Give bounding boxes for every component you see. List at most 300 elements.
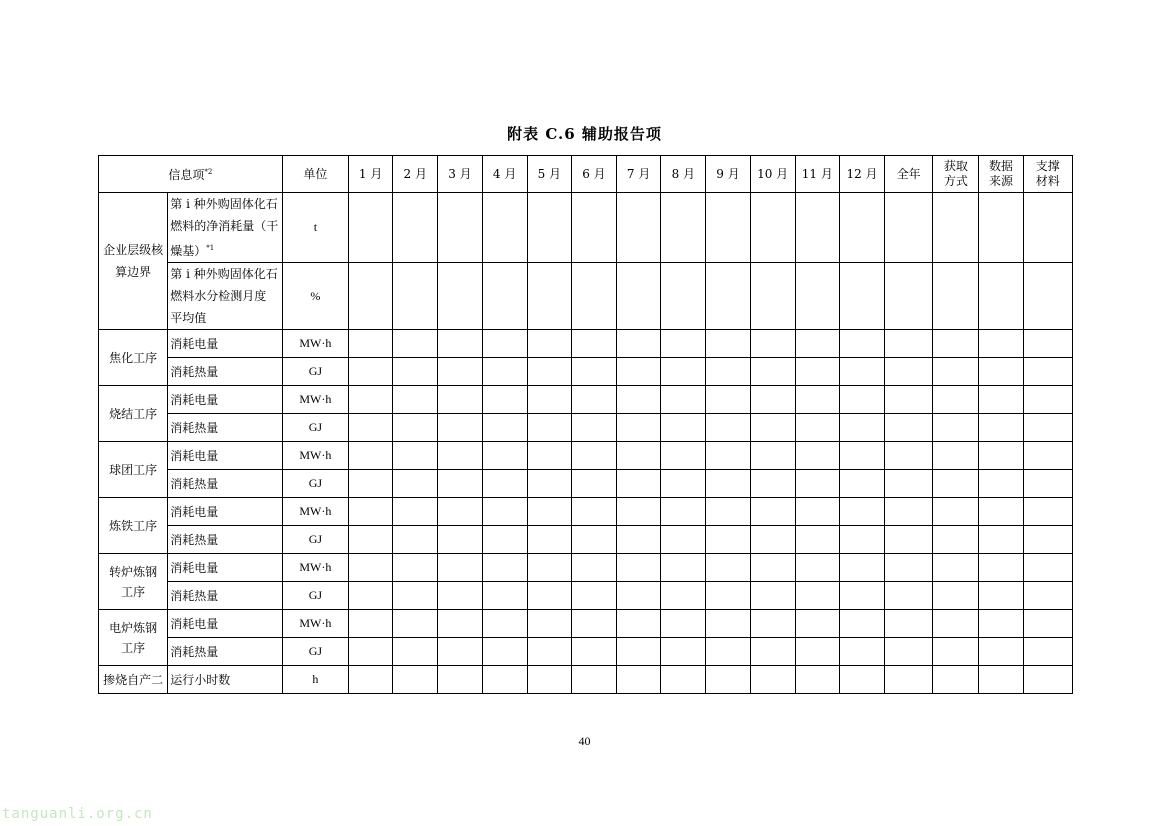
item-fuel-moisture: 第 i 种外购固体化石 燃料水分检测月度 平均值 xyxy=(168,263,282,330)
data-cell[interactable] xyxy=(617,358,661,386)
data-cell[interactable] xyxy=(527,526,571,554)
data-cell[interactable] xyxy=(933,193,979,263)
data-cell[interactable] xyxy=(617,470,661,498)
data-cell[interactable] xyxy=(933,358,979,386)
data-cell[interactable] xyxy=(979,582,1023,610)
header-month-3: 3 月 xyxy=(438,156,482,193)
data-cell[interactable] xyxy=(839,442,884,470)
data-cell[interactable] xyxy=(979,526,1023,554)
data-cell[interactable] xyxy=(527,414,571,442)
data-cell[interactable] xyxy=(661,666,706,694)
data-cell[interactable] xyxy=(661,582,706,610)
data-cell[interactable] xyxy=(795,358,839,386)
data-cell[interactable] xyxy=(1023,498,1072,526)
process-item-cell: 消耗电量 xyxy=(168,554,282,582)
data-cell[interactable] xyxy=(482,610,527,638)
data-cell[interactable] xyxy=(706,442,750,470)
data-cell[interactable] xyxy=(617,414,661,442)
data-cell[interactable] xyxy=(1023,610,1072,638)
unit-cell: GJ xyxy=(282,414,348,442)
data-cell[interactable] xyxy=(661,610,706,638)
unit-cell: GJ xyxy=(282,526,348,554)
data-cell[interactable] xyxy=(527,470,571,498)
data-cell[interactable] xyxy=(571,582,616,610)
process-item-cell: 消耗电量 xyxy=(168,386,282,414)
data-cell[interactable] xyxy=(393,582,438,610)
table-row xyxy=(99,263,1073,330)
data-cell[interactable] xyxy=(571,554,616,582)
data-cell[interactable] xyxy=(438,554,482,582)
data-cell[interactable] xyxy=(1023,358,1072,386)
data-cell[interactable] xyxy=(571,263,616,330)
data-cell[interactable] xyxy=(393,386,438,414)
data-cell[interactable] xyxy=(1023,554,1072,582)
data-cell[interactable] xyxy=(661,193,706,263)
process-group-cell: 烧结工序 xyxy=(99,386,168,442)
data-cell[interactable] xyxy=(795,263,839,330)
data-cell[interactable] xyxy=(750,610,795,638)
header-source: 数据 来源 xyxy=(979,156,1023,193)
data-cell[interactable] xyxy=(706,610,750,638)
data-cell[interactable] xyxy=(1023,414,1072,442)
data-cell[interactable] xyxy=(438,638,482,666)
data-cell[interactable] xyxy=(661,263,706,330)
table-row xyxy=(99,442,1073,470)
data-cell[interactable] xyxy=(482,638,527,666)
process-item-cell: 消耗热量 xyxy=(168,470,282,498)
data-cell[interactable] xyxy=(617,582,661,610)
table-row xyxy=(99,470,1073,498)
table-row xyxy=(99,193,1073,263)
data-cell[interactable] xyxy=(885,442,933,470)
data-cell[interactable] xyxy=(349,554,393,582)
data-cell[interactable] xyxy=(795,442,839,470)
data-cell[interactable] xyxy=(349,610,393,638)
data-cell[interactable] xyxy=(795,582,839,610)
data-cell[interactable] xyxy=(795,330,839,358)
data-cell[interactable] xyxy=(885,582,933,610)
data-cell[interactable] xyxy=(393,666,438,694)
data-cell[interactable] xyxy=(933,386,979,414)
header-month-8: 8 月 xyxy=(661,156,706,193)
data-cell[interactable] xyxy=(482,526,527,554)
data-cell[interactable] xyxy=(438,386,482,414)
data-cell[interactable] xyxy=(795,386,839,414)
data-cell[interactable] xyxy=(661,330,706,358)
data-cell[interactable] xyxy=(979,666,1023,694)
data-cell[interactable] xyxy=(750,263,795,330)
data-cell[interactable] xyxy=(393,498,438,526)
data-cell[interactable] xyxy=(393,358,438,386)
data-cell[interactable] xyxy=(885,414,933,442)
data-cell[interactable] xyxy=(795,638,839,666)
data-cell[interactable] xyxy=(750,470,795,498)
unit-cell: GJ xyxy=(282,470,348,498)
data-cell[interactable] xyxy=(349,263,393,330)
data-cell[interactable] xyxy=(750,386,795,414)
process-item-cell: 消耗电量 xyxy=(168,610,282,638)
data-cell[interactable] xyxy=(839,554,884,582)
data-cell[interactable] xyxy=(979,193,1023,263)
data-cell[interactable] xyxy=(933,582,979,610)
data-cell[interactable] xyxy=(438,193,482,263)
data-cell[interactable] xyxy=(571,470,616,498)
data-cell[interactable] xyxy=(933,666,979,694)
data-cell[interactable] xyxy=(839,358,884,386)
data-cell[interactable] xyxy=(839,414,884,442)
data-cell[interactable] xyxy=(661,638,706,666)
data-cell[interactable] xyxy=(482,498,527,526)
data-cell[interactable] xyxy=(482,358,527,386)
data-cell[interactable] xyxy=(482,442,527,470)
data-cell[interactable] xyxy=(979,470,1023,498)
data-cell[interactable] xyxy=(571,386,616,414)
data-cell[interactable] xyxy=(617,526,661,554)
data-cell[interactable] xyxy=(393,414,438,442)
data-cell[interactable] xyxy=(349,193,393,263)
data-cell[interactable] xyxy=(933,638,979,666)
header-month-6: 6 月 xyxy=(571,156,616,193)
last-group-cell: 掺烧自产二 xyxy=(99,666,168,694)
data-cell[interactable] xyxy=(979,263,1023,330)
data-cell[interactable] xyxy=(885,526,933,554)
data-cell[interactable] xyxy=(839,470,884,498)
data-cell[interactable] xyxy=(349,582,393,610)
data-cell[interactable] xyxy=(839,526,884,554)
data-cell[interactable] xyxy=(1023,470,1072,498)
data-cell[interactable] xyxy=(349,498,393,526)
process-group-cell: 转炉炼钢 工序 xyxy=(99,554,168,610)
header-row xyxy=(99,156,1073,193)
data-cell[interactable] xyxy=(706,554,750,582)
data-cell[interactable] xyxy=(933,330,979,358)
data-cell[interactable] xyxy=(795,498,839,526)
data-cell[interactable] xyxy=(706,193,750,263)
process-item-cell: 消耗电量 xyxy=(168,330,282,358)
data-cell[interactable] xyxy=(933,263,979,330)
header-month-11: 11 月 xyxy=(795,156,839,193)
data-cell[interactable] xyxy=(393,442,438,470)
data-cell[interactable] xyxy=(933,526,979,554)
process-item-cell: 消耗电量 xyxy=(168,442,282,470)
data-cell[interactable] xyxy=(349,470,393,498)
data-cell[interactable] xyxy=(750,358,795,386)
unit-cell: GJ xyxy=(282,358,348,386)
data-cell[interactable] xyxy=(706,263,750,330)
data-cell[interactable] xyxy=(750,193,795,263)
item-fuel-net-consumption: 第 i 种外购固体化石 燃料的净消耗量（干 燥基）$^{*1}$ xyxy=(168,193,282,263)
data-cell[interactable] xyxy=(979,386,1023,414)
data-cell[interactable] xyxy=(617,638,661,666)
data-cell[interactable] xyxy=(839,330,884,358)
data-cell[interactable] xyxy=(527,193,571,263)
data-cell[interactable] xyxy=(885,263,933,330)
header-month-12: 12 月 xyxy=(839,156,884,193)
data-cell[interactable] xyxy=(706,582,750,610)
header-acquire: 获取 方式 xyxy=(933,156,979,193)
data-cell[interactable] xyxy=(706,526,750,554)
data-cell[interactable] xyxy=(795,414,839,442)
header-month-2: 2 月 xyxy=(393,156,438,193)
data-cell[interactable] xyxy=(482,386,527,414)
data-cell[interactable] xyxy=(617,610,661,638)
data-cell[interactable] xyxy=(571,526,616,554)
table-row xyxy=(99,526,1073,554)
header-month-4: 4 月 xyxy=(482,156,527,193)
data-cell[interactable] xyxy=(661,358,706,386)
data-cell[interactable] xyxy=(527,638,571,666)
data-cell[interactable] xyxy=(617,498,661,526)
data-cell[interactable] xyxy=(349,666,393,694)
data-cell[interactable] xyxy=(349,330,393,358)
data-cell[interactable] xyxy=(393,554,438,582)
data-cell[interactable] xyxy=(349,414,393,442)
data-cell[interactable] xyxy=(1023,386,1072,414)
data-cell[interactable] xyxy=(706,666,750,694)
data-cell[interactable] xyxy=(979,498,1023,526)
data-cell[interactable] xyxy=(438,498,482,526)
data-cell[interactable] xyxy=(1023,526,1072,554)
data-cell[interactable] xyxy=(885,386,933,414)
data-cell[interactable] xyxy=(661,386,706,414)
process-item-cell: 消耗热量 xyxy=(168,358,282,386)
data-cell[interactable] xyxy=(1023,666,1072,694)
data-cell[interactable] xyxy=(393,193,438,263)
data-cell[interactable] xyxy=(933,498,979,526)
data-cell[interactable] xyxy=(885,498,933,526)
data-cell[interactable] xyxy=(393,330,438,358)
data-cell[interactable] xyxy=(527,358,571,386)
process-item-cell: 消耗热量 xyxy=(168,582,282,610)
table-row xyxy=(99,358,1073,386)
data-cell[interactable] xyxy=(661,414,706,442)
data-cell[interactable] xyxy=(1023,193,1072,263)
data-cell[interactable] xyxy=(349,386,393,414)
data-cell[interactable] xyxy=(571,610,616,638)
data-cell[interactable] xyxy=(349,442,393,470)
data-cell[interactable] xyxy=(706,498,750,526)
data-cell[interactable] xyxy=(839,666,884,694)
data-cell[interactable] xyxy=(706,386,750,414)
data-cell[interactable] xyxy=(750,498,795,526)
unit-cell: MW·h xyxy=(282,554,348,582)
table-title: 附表 C.6 辅助报告项 xyxy=(507,125,662,143)
data-cell[interactable] xyxy=(1023,638,1072,666)
data-cell[interactable] xyxy=(661,554,706,582)
data-cell[interactable] xyxy=(933,414,979,442)
data-cell[interactable] xyxy=(839,498,884,526)
data-cell[interactable] xyxy=(661,442,706,470)
data-cell[interactable] xyxy=(839,386,884,414)
data-cell[interactable] xyxy=(349,638,393,666)
data-cell[interactable] xyxy=(706,414,750,442)
data-cell[interactable] xyxy=(885,330,933,358)
data-cell[interactable] xyxy=(393,610,438,638)
data-cell[interactable] xyxy=(571,330,616,358)
data-cell[interactable] xyxy=(1023,263,1072,330)
data-cell[interactable] xyxy=(706,358,750,386)
data-cell[interactable] xyxy=(393,470,438,498)
data-cell[interactable] xyxy=(979,442,1023,470)
data-cell[interactable] xyxy=(527,386,571,414)
table-row xyxy=(99,666,1073,694)
data-cell[interactable] xyxy=(482,263,527,330)
header-month-7: 7 月 xyxy=(617,156,661,193)
data-cell[interactable] xyxy=(795,470,839,498)
unit-cell: MW·h xyxy=(282,442,348,470)
data-cell[interactable] xyxy=(527,582,571,610)
data-cell[interactable] xyxy=(349,526,393,554)
unit-cell: GJ xyxy=(282,638,348,666)
auxiliary-report-table xyxy=(98,155,1073,694)
data-cell[interactable] xyxy=(979,638,1023,666)
data-cell[interactable] xyxy=(795,193,839,263)
data-cell[interactable] xyxy=(438,666,482,694)
data-cell[interactable] xyxy=(933,470,979,498)
data-cell[interactable] xyxy=(527,330,571,358)
data-cell[interactable] xyxy=(979,610,1023,638)
data-cell[interactable] xyxy=(393,263,438,330)
data-cell[interactable] xyxy=(885,638,933,666)
data-cell[interactable] xyxy=(979,414,1023,442)
data-cell[interactable] xyxy=(885,470,933,498)
data-cell[interactable] xyxy=(839,638,884,666)
unit-cell: h xyxy=(282,666,348,694)
data-cell[interactable] xyxy=(482,193,527,263)
data-cell[interactable] xyxy=(571,666,616,694)
data-cell[interactable] xyxy=(979,330,1023,358)
data-cell[interactable] xyxy=(661,526,706,554)
data-cell[interactable] xyxy=(482,330,527,358)
process-group-cell: 炼铁工序 xyxy=(99,498,168,554)
data-cell[interactable] xyxy=(885,666,933,694)
data-cell[interactable] xyxy=(750,414,795,442)
table-row xyxy=(99,414,1073,442)
data-cell[interactable] xyxy=(438,526,482,554)
data-cell[interactable] xyxy=(979,554,1023,582)
data-cell[interactable] xyxy=(527,666,571,694)
data-cell[interactable] xyxy=(571,193,616,263)
data-cell[interactable] xyxy=(795,610,839,638)
group-enterprise-boundary: 企业层级核 算边界 xyxy=(99,193,168,330)
data-cell[interactable] xyxy=(438,263,482,330)
data-cell[interactable] xyxy=(933,554,979,582)
data-cell[interactable] xyxy=(750,666,795,694)
data-cell[interactable] xyxy=(750,526,795,554)
data-cell[interactable] xyxy=(750,554,795,582)
data-cell[interactable] xyxy=(1023,442,1072,470)
data-cell[interactable] xyxy=(482,582,527,610)
data-cell[interactable] xyxy=(661,498,706,526)
data-cell[interactable] xyxy=(349,358,393,386)
header-support: 支撑 材料 xyxy=(1023,156,1072,193)
data-cell[interactable] xyxy=(527,263,571,330)
data-cell[interactable] xyxy=(839,582,884,610)
data-cell[interactable] xyxy=(617,554,661,582)
process-item-cell: 消耗电量 xyxy=(168,498,282,526)
last-item-cell: 运行小时数 xyxy=(168,666,282,694)
data-cell[interactable] xyxy=(438,442,482,470)
data-cell[interactable] xyxy=(885,610,933,638)
table-row xyxy=(99,554,1073,582)
data-cell[interactable] xyxy=(571,358,616,386)
data-cell[interactable] xyxy=(482,554,527,582)
header-full-year: 全年 xyxy=(885,156,933,193)
table-row xyxy=(99,386,1073,414)
watermark: tanguanli.org.cn xyxy=(2,806,153,822)
unit-cell: % xyxy=(282,263,348,330)
process-item-cell: 消耗热量 xyxy=(168,414,282,442)
data-cell[interactable] xyxy=(706,470,750,498)
data-cell[interactable] xyxy=(617,330,661,358)
data-cell[interactable] xyxy=(795,666,839,694)
data-cell[interactable] xyxy=(617,386,661,414)
data-cell[interactable] xyxy=(933,442,979,470)
data-cell[interactable] xyxy=(750,442,795,470)
data-cell[interactable] xyxy=(933,610,979,638)
data-cell[interactable] xyxy=(571,442,616,470)
data-cell[interactable] xyxy=(617,263,661,330)
data-cell[interactable] xyxy=(527,610,571,638)
data-cell[interactable] xyxy=(438,414,482,442)
data-cell[interactable] xyxy=(750,330,795,358)
data-cell[interactable] xyxy=(482,414,527,442)
unit-cell: t xyxy=(282,193,348,263)
table-row xyxy=(99,610,1073,638)
data-cell[interactable] xyxy=(795,554,839,582)
header-month-1: 1 月 xyxy=(349,156,393,193)
data-cell[interactable] xyxy=(795,526,839,554)
data-cell[interactable] xyxy=(979,358,1023,386)
data-cell[interactable] xyxy=(438,470,482,498)
unit-cell: MW·h xyxy=(282,610,348,638)
data-cell[interactable] xyxy=(571,414,616,442)
data-cell[interactable] xyxy=(885,554,933,582)
data-cell[interactable] xyxy=(438,330,482,358)
data-cell[interactable] xyxy=(661,470,706,498)
data-cell[interactable] xyxy=(438,610,482,638)
data-cell[interactable] xyxy=(571,498,616,526)
data-cell[interactable] xyxy=(482,666,527,694)
data-cell[interactable] xyxy=(393,526,438,554)
data-cell[interactable] xyxy=(527,554,571,582)
page-number: 40 xyxy=(578,734,591,748)
data-cell[interactable] xyxy=(527,498,571,526)
data-cell[interactable] xyxy=(839,263,884,330)
data-cell[interactable] xyxy=(617,442,661,470)
data-cell[interactable] xyxy=(706,330,750,358)
data-cell[interactable] xyxy=(571,638,616,666)
data-cell[interactable] xyxy=(438,358,482,386)
data-cell[interactable] xyxy=(1023,582,1072,610)
header-month-5: 5 月 xyxy=(527,156,571,193)
data-cell[interactable] xyxy=(750,638,795,666)
data-cell[interactable] xyxy=(438,582,482,610)
data-cell[interactable] xyxy=(839,193,884,263)
process-group-cell: 电炉炼钢 工序 xyxy=(99,610,168,666)
data-cell[interactable] xyxy=(750,582,795,610)
data-cell[interactable] xyxy=(527,442,571,470)
data-cell[interactable] xyxy=(885,193,933,263)
data-cell[interactable] xyxy=(885,358,933,386)
data-cell[interactable] xyxy=(706,638,750,666)
data-cell[interactable] xyxy=(839,610,884,638)
data-cell[interactable] xyxy=(482,470,527,498)
data-cell[interactable] xyxy=(617,666,661,694)
data-cell[interactable] xyxy=(617,193,661,263)
data-cell[interactable] xyxy=(1023,330,1072,358)
data-cell[interactable] xyxy=(393,638,438,666)
